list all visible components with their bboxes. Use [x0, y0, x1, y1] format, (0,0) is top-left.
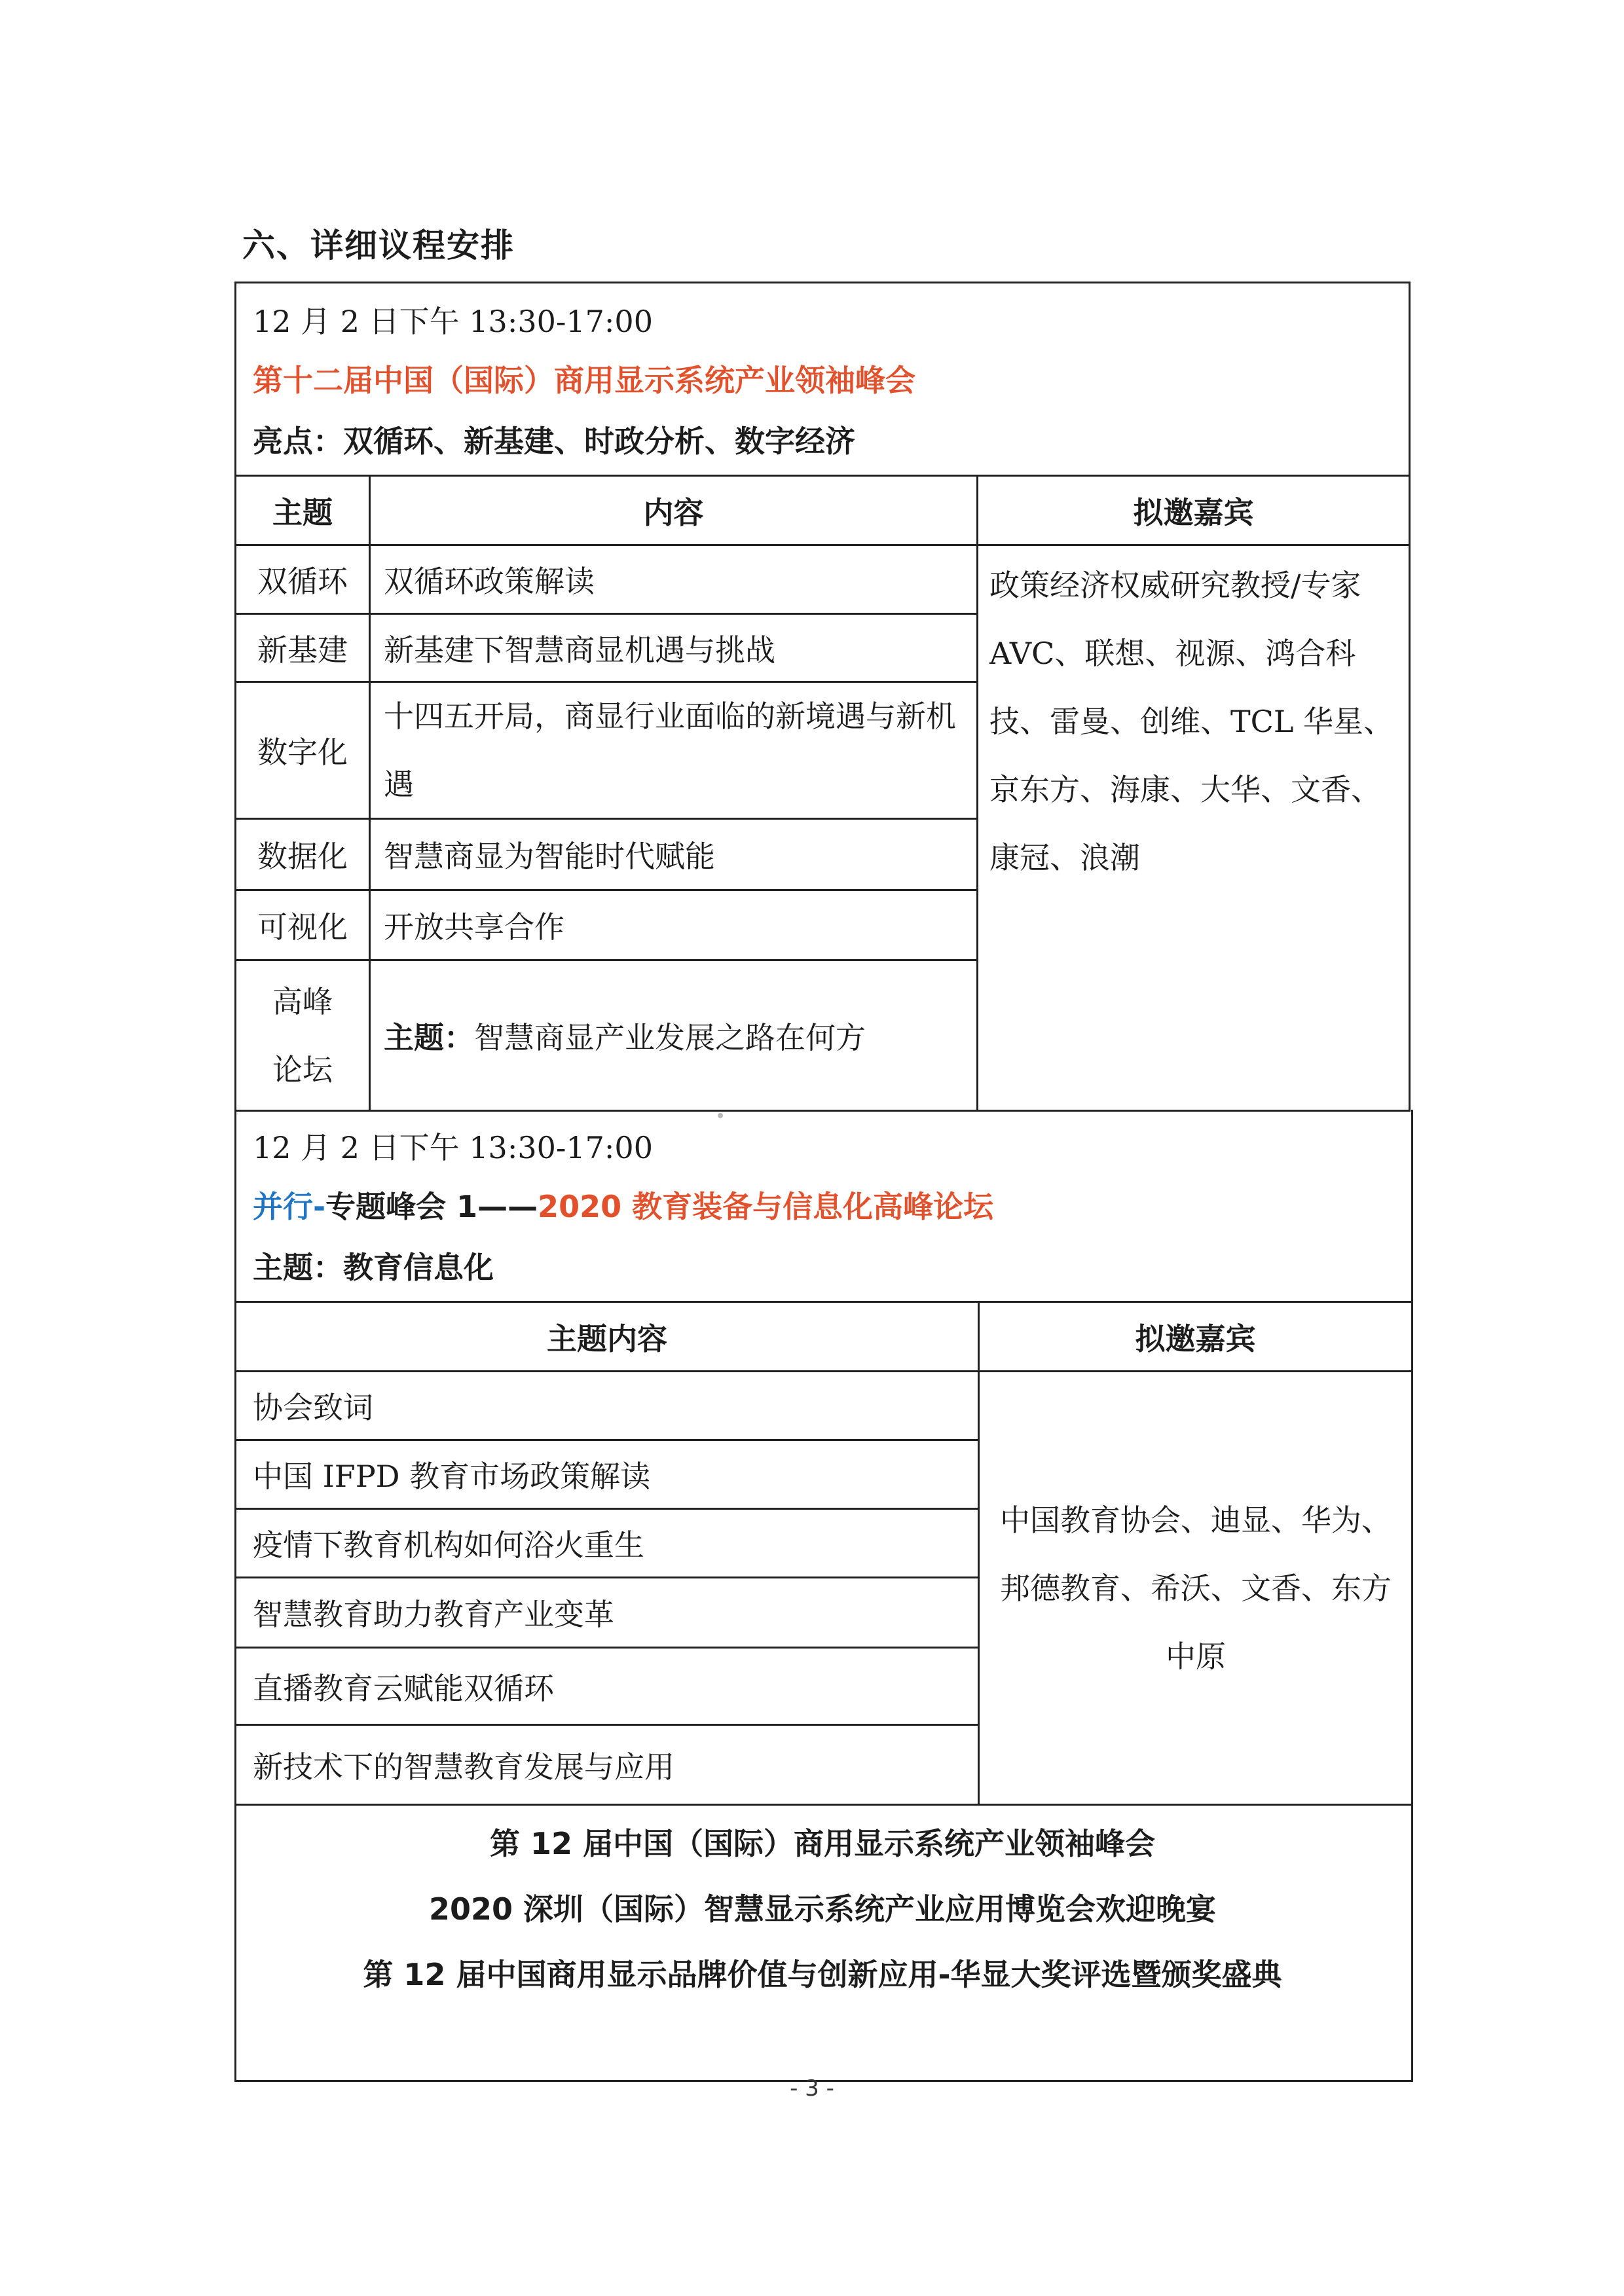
session1-row-topic: 可视化 — [257, 909, 348, 945]
session2-col-rule — [978, 1301, 980, 1804]
session2-title — [253, 1183, 993, 1226]
session2-guests: 中国教育协会、迪显、华为、邦德教育、希沃、文香、东方中原 — [1000, 1502, 1392, 1674]
session2-header-content: 主题内容 — [547, 1321, 667, 1357]
session1-col-rule — [369, 475, 371, 1110]
session1-block — [234, 282, 1411, 1112]
session2-title-prefix: 并行- — [253, 1189, 326, 1224]
session1-forum-label: 主题： — [384, 1019, 474, 1055]
session1-header-content: 内容 — [643, 494, 704, 530]
session1-row-content: 开放共享合作 — [384, 909, 564, 945]
session1-highlights: 亮点：双循环、新基建、时政分析、数字经济 — [253, 424, 855, 459]
session1-header-topic: 主题 — [272, 494, 333, 530]
session1-row-content: 双循环政策解读 — [384, 564, 595, 599]
page-number: - 3 - — [790, 2075, 834, 2102]
session1-row-topic: 双循环 — [257, 564, 348, 599]
session2-row: 疫情下教育机构如何浴火重生 — [253, 1527, 644, 1563]
session2-row: 智慧教育助力教育产业变革 — [253, 1597, 614, 1632]
session2-title-suffix: 2020 教育装备与信息化高峰论坛 — [538, 1189, 994, 1224]
session1-row-content: 智慧商显为智能时代赋能 — [384, 839, 715, 874]
session1-row-content: 新基建下智慧商显机遇与挑战 — [384, 632, 775, 668]
session2-theme: 主题：教育信息化 — [253, 1250, 494, 1285]
closing-line: 第 12 届中国商用显示品牌价值与创新应用-华显大奖评选暨颁奖盛典 — [363, 1957, 1282, 1992]
session1-guests: 政策经济权威研究教授/专家 AVC、联想、视源、鸿合科技、雷曼、创维、TCL 华星、京东方、海康、大华、文香、康冠、浪潮 — [989, 568, 1394, 875]
session2-row: 协会致词 — [253, 1390, 373, 1425]
session2-header-guests: 拟邀嘉宾 — [1135, 1321, 1256, 1357]
session1-row-topic: 数据化 — [257, 839, 348, 874]
session2-row: 直播教育云赋能双循环 — [253, 1670, 554, 1706]
session1-row-topic: 新基建 — [257, 632, 348, 668]
session2-row: 新技术下的智慧教育发展与应用 — [253, 1749, 674, 1785]
session1-col-rule — [976, 475, 978, 1110]
closing-line: 第 12 届中国（国际）商用显示系统产业领袖峰会 — [489, 1826, 1156, 1861]
session2-block — [234, 1110, 1413, 2082]
session1-row-content: 十四五开局，商显行业面临的新境遇与新机遇 — [384, 699, 956, 802]
session2-time: 12 月 2 日下午 13:30-17:00 — [253, 1130, 653, 1165]
scan-speck — [718, 1113, 723, 1118]
session1-header-guests: 拟邀嘉宾 — [1133, 494, 1254, 530]
session1-row-topic: 数字化 — [257, 735, 348, 770]
session2-table-bottom-rule — [236, 1804, 1411, 1806]
session1-time: 12 月 2 日下午 13:30-17:00 — [253, 304, 653, 339]
session1-row-content — [384, 961, 973, 1110]
session1-title: 第十二届中国（国际）商用显示系统产业领袖峰会 — [253, 363, 915, 398]
session2-row: 中国 IFPD 教育市场政策解读 — [253, 1459, 651, 1494]
session2-title-middle: 专题峰会 1—— — [325, 1189, 538, 1224]
session1-forum-theme: 智慧商显产业发展之路在何方 — [474, 1019, 866, 1055]
section-heading: 六、详细议程安排 — [242, 227, 515, 264]
session1-row-topic: 高峰论坛 — [272, 983, 333, 1087]
closing-line: 2020 深圳（国际）智慧显示系统产业应用博览会欢迎晚宴 — [428, 1891, 1217, 1927]
